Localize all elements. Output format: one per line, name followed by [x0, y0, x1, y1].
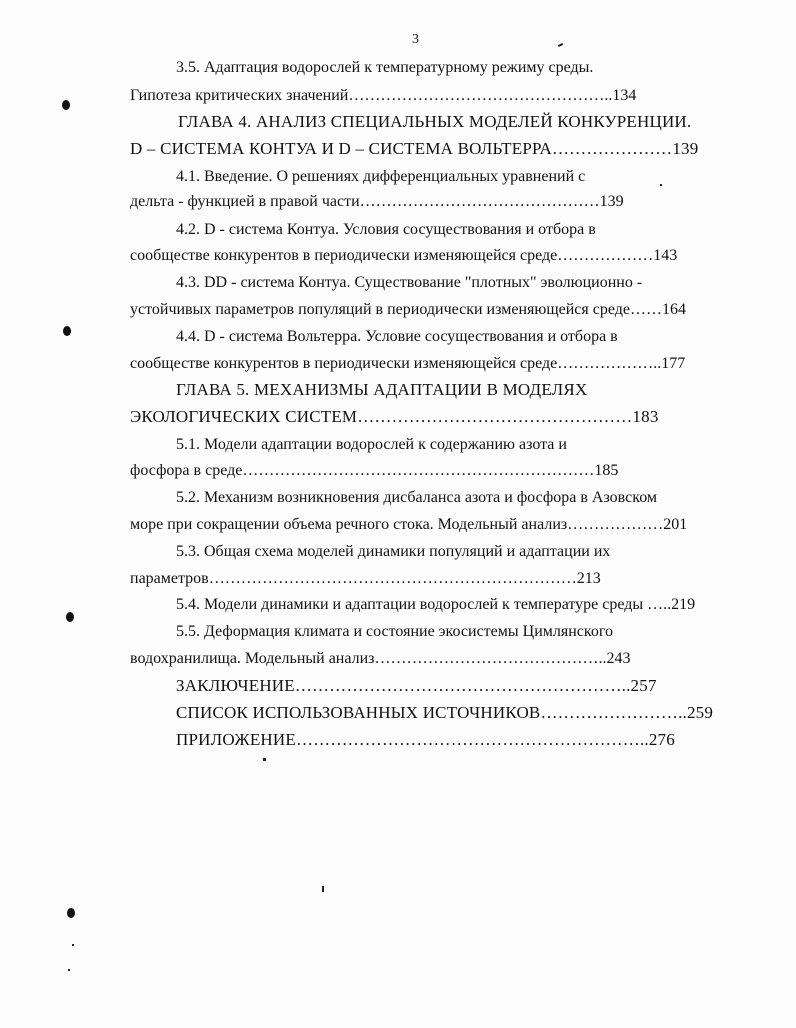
toc-line: сообществе конкурентов в периодически изменяющейся среде………………143	[130, 247, 678, 264]
toc-section-heading: СПИСОК ИСПОЛЬЗОВАННЫХ ИСТОЧНИКОВ……………………..259	[176, 703, 714, 722]
scan-speck	[68, 969, 70, 971]
binder-hole-mark	[66, 612, 74, 622]
toc-section-heading: ЗАКЛЮЧЕНИЕ…………………………………………………..257	[176, 676, 657, 695]
toc-line: 5.4. Модели динамики и адаптации водорослей к температуре среды …..219	[176, 596, 696, 613]
toc-line: 5.5. Деформация климата и состояние экосистемы Цимлянского	[176, 623, 614, 640]
toc-line: 4.1. Введение. О решениях дифференциальных уравнений с	[176, 168, 586, 185]
toc-line: устойчивых параметров популяций в периодически изменяющейся среде……164	[130, 301, 686, 318]
toc-line: параметров……………………………………………………………213	[130, 570, 601, 587]
toc-line: 4.4. D - система Вольтерра. Условие сосуществования и отбора в	[176, 328, 618, 345]
scan-speck	[72, 944, 74, 946]
toc-chapter-heading: ГЛАВА 4. АНАЛИЗ СПЕЦИАЛЬНЫХ МОДЕЛЕЙ КОНКУРЕНЦИИ.	[178, 112, 692, 131]
scan-speck	[263, 758, 266, 761]
toc-section-heading: ПРИЛОЖЕНИЕ……………………………………………………..276	[176, 730, 675, 749]
toc-line: 5.3. Общая схема моделей динамики популяций и адаптации их	[176, 543, 611, 560]
binder-hole-mark	[63, 326, 71, 336]
toc-line: водохранилища. Модельный анализ……………………………………..243	[130, 650, 631, 667]
toc-line: 3.5. Адаптация водорослей к температурному режиму среды.	[176, 59, 594, 76]
page-number: 3	[412, 32, 419, 47]
toc-line: 4.3. DD - система Контуа. Существование "плотных" эволюционно -	[176, 274, 643, 291]
toc-line: Гипотеза критических значений…………………………………………..134	[130, 87, 637, 104]
toc-line: 4.2. D - система Контуа. Условия сосуществования и отбора в	[176, 221, 596, 238]
toc-chapter-heading: ЭКОЛОГИЧЕСКИХ СИСТЕМ…………………………………………183	[130, 407, 659, 426]
binder-hole-mark	[67, 908, 75, 918]
scan-speck	[558, 43, 563, 47]
scan-speck	[322, 886, 324, 892]
toc-line: фосфора в среде…………………………………………………………185	[130, 462, 619, 479]
toc-line: дельта - функцией в правой части………………………………………139	[130, 193, 624, 210]
binder-hole-mark	[62, 100, 70, 110]
toc-chapter-heading: D – СИСТЕМА КОНТУА И D – СИСТЕМА ВОЛЬТЕРРА…………………139	[130, 139, 699, 158]
toc-line: 5.1. Модели адаптации водорослей к содержанию азота и	[176, 436, 567, 453]
scan-speck	[660, 184, 662, 186]
toc-chapter-heading: ГЛАВА 5. МЕХАНИЗМЫ АДАПТАЦИИ В МОДЕЛЯХ	[176, 380, 588, 399]
toc-line: море при сокращении объема речного стока. Модельный анализ………………201	[130, 516, 688, 533]
toc-line: 5.2. Механизм возникновения дисбаланса азота и фосфора в Азовском	[176, 489, 658, 506]
toc-line: сообществе конкурентов в периодически изменяющейся среде………………..177	[130, 355, 686, 372]
